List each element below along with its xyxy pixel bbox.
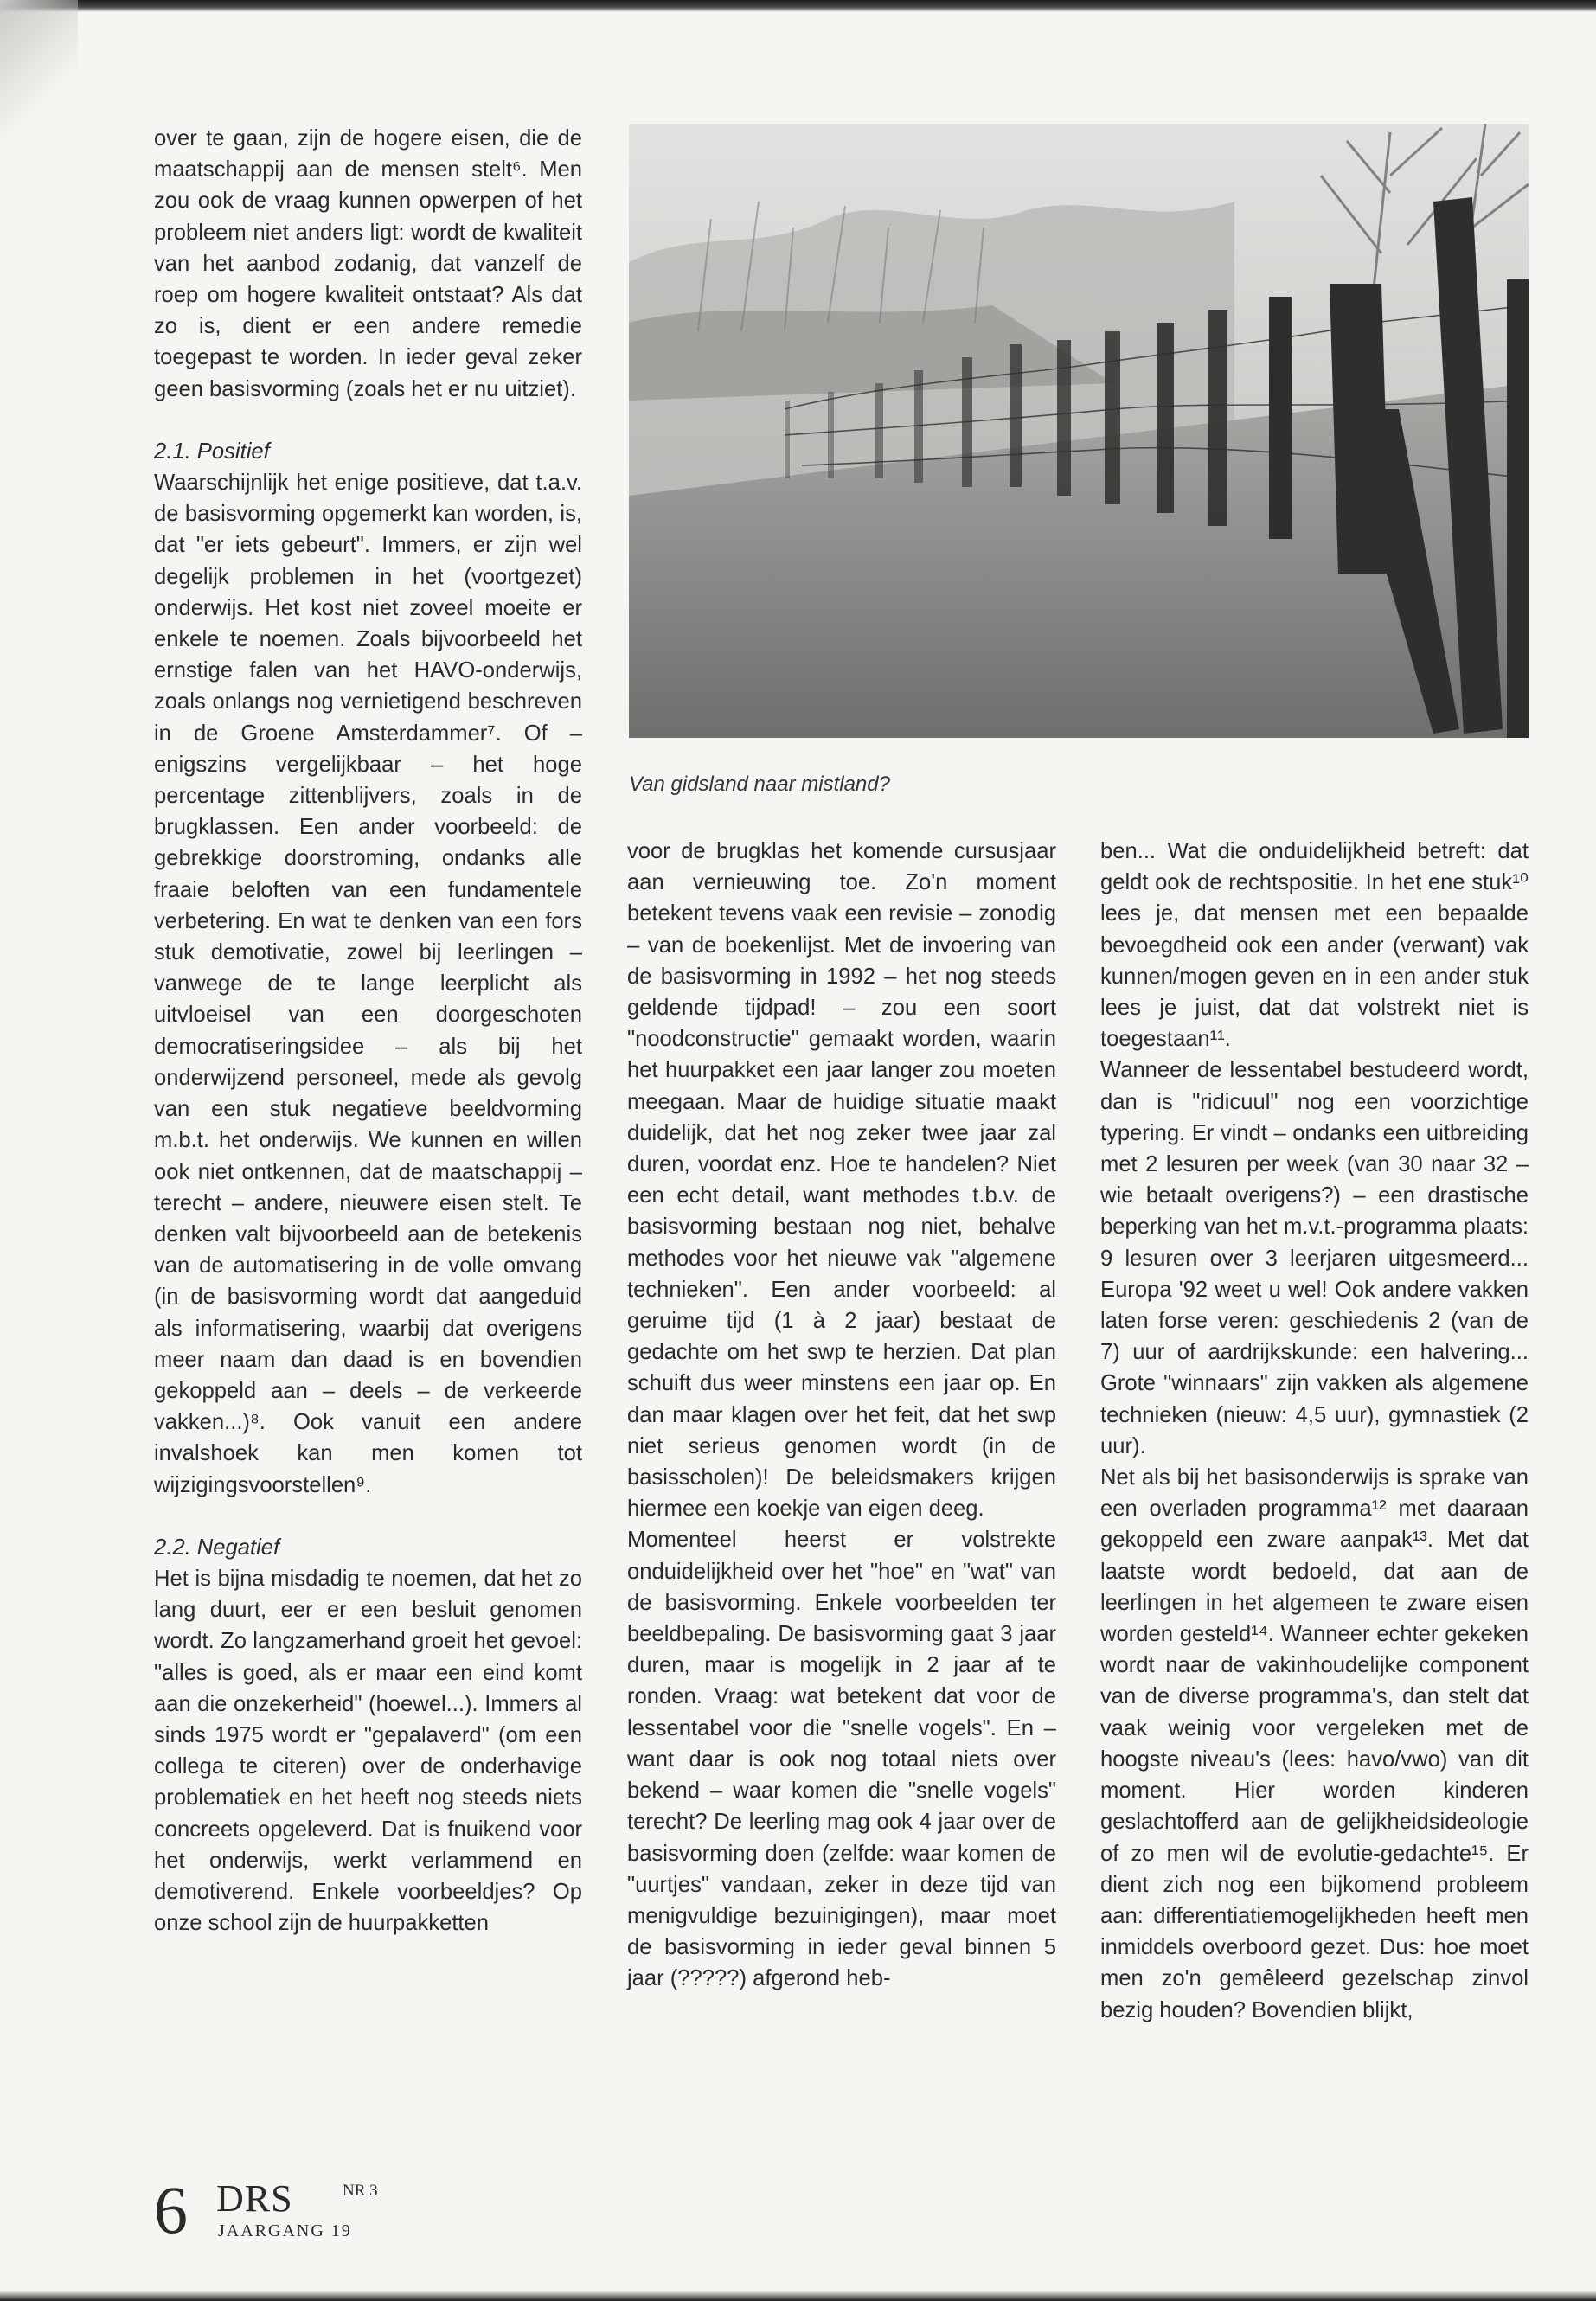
- text-column-2: [627, 836, 1056, 1995]
- scan-border-top: [0, 0, 1596, 12]
- paragraph: Net als bij het basisonderwijs is sprake van een overladen programma¹² met daaraan gekoppeld een zware aanpak¹³. Met dat laatste wordt bedoeld, dat aan de leerlingen in het algemeen te zware eisen worden gesteld¹⁴. Wanneer echter gekeken wordt naar de vakinhoudelijke component van de diverse programma's, dan stelt dat vaak weinig voor vergeleken met de hoogste niveau's (lees: havo/vwo) van dit moment. Hier worden kinderen geslachtofferd aan de gelijkheidsideologie of zo men wil de evolutie-gedachte¹⁵. Er dient zich nog een bijkomend probleem aan: differentiatiemogelijkheden heeft men inmiddels overboord gezet. Dus: hoe moet men zo'n gemêleerd gezelschap zinvol bezig houden? Bovendien blijkt,: [1100, 1465, 1529, 2022]
- paragraph: Het is bijna misdadig te noemen, dat het zo lang duurt, eer er een besluit genomen wordt. Zo langzamerhand groeit het gevoel: "alles is goed, als er maar een eind komt aan die onzekerheid" (hoewel...). Immers al sinds 1975 wordt er "gepalaverd" (om een collega te citeren) over de onderhavige problematiek en het heeft nog steeds niets concreets opgeleverd. Dat is fnuikend voor het onderwijs, werkt verlammend en demotiverend. Enkele voorbeeldjes? Op onze school zijn de huurpakketten: [154, 1566, 582, 1936]
- scan-corner-shadow: [0, 0, 78, 138]
- paragraph: Wanneer de lessentabel bestudeerd wordt, dan is "ridicuul" nog een voorzichtige typering. Er vindt – ondanks een uitbreiding met 2 lesuren per week (van 30 naar 32 – wie betaalt overigens?) – een drastische beperking van het m.v.t.-programma plaats: 9 lesuren over 3 leerjaren uitgesmeerd... Europa '92 weet u wel! Ook andere vakken laten forse veren: geschiedenis 2 (van de 7) uur of aardrijkskunde: een halvering... Grote "winnaars" zijn vakken als algemene technieken (nieuw: 4,5 uur), gymnastiek (2 uur).: [1100, 1058, 1529, 1458]
- section-heading-negatief: 2.2. Negatief: [154, 1535, 280, 1560]
- text-column-1: [154, 123, 582, 1939]
- fence-in-fog-photo: [629, 124, 1529, 738]
- issue-number: NR 3: [343, 2182, 378, 2200]
- text-column-3: [1100, 836, 1529, 2026]
- volume-label: JAARGANG 19: [218, 2221, 352, 2240]
- page-number: 6: [154, 2172, 188, 2247]
- photo-caption: Van gidsland naar mistland?: [629, 772, 890, 796]
- paragraph: over te gaan, zijn de hogere eisen, die de maatschappij aan de mensen stelt⁶. Men zou ook de vraag kunnen opwerpen of het probleem niet anders ligt: wordt de kwaliteit van het aanbod zodanig, dat vanzelf de roep om hogere kwaliteit ontstaat? Als dat zo is, dient er een andere remedie toegepast te worden. In ieder geval zeker geen basisvorming (zoals het er nu uitziet).: [154, 126, 582, 401]
- paragraph: Waarschijnlijk het enige positieve, dat t.a.v. de basisvorming opgemerkt kan worden, is, dat "er iets gebeurt". Immers, er zijn wel degelijk problemen in het (voortgezet) onderwijs. Het kost niet zoveel moeite er enkele te noemen. Zoals bijvoorbeeld het ernstige falen van het HAVO-onderwijs, zoals onlangs nog vernietigend beschreven in de Groene Amsterdammer⁷. Of – enigszins vergelijkbaar – het hoge percentage zittenblijvers, zoals in de brugklassen. Een ander voorbeeld: de gebrekkige doorstroming, ondanks alle fraaie beloften van een fundamentele verbetering. En wat te denken van een fors stuk demotivatie, zowel bij leerlingen – vanwege de te lange leerplicht als uitvloeisel van een doorgeschoten democratiseringsidee – als bij het onderwijzend personeel, mede als gevolg van een stuk negatieve beeldvorming m.b.t. het onderwijs. We kunnen en willen ook niet ontkennen, dat de maatschappij – terecht – andere, nieuwere eisen stelt. Te denken valt bijvoorbeeld aan de betekenis van de automatisering in de volle omvang (in de basisvorming wordt dat aangeduid als informatisering, waarbij dat overigens meer naam dan daad is en bovendien gekoppeld aan – deels – de verkeerde vakken...)⁸. Ook vanuit een andere invalshoek kan men komen tot wijzigingsvoorstellen⁹.: [154, 471, 582, 1497]
- paragraph: Momenteel heerst er volstrekte onduidelijkheid over het "hoe" en "wat" van de basisvorming. Enkele voorbeelden ter beeldbepaling. De basisvorming gaat 3 jaar duren, maar is mogelijk in 2 jaar af te ronden. Vraag: wat betekent dat voor de lessentabel voor die "snelle vogels". En – want daar is ook nog totaal niets over bekend – waar komen die "snelle vogels" terecht? De leerling mag ook 4 jaar over de basisvorming doen (zelfde: waar komen de "uurtjes" vandaan, zeker in deze tijd van menigvuldige bezuinigingen), maar moet de basisvorming in ieder geval binnen 5 jaar (?????) afgerond heb-: [627, 1528, 1056, 1991]
- magazine-name: DRS: [216, 2177, 293, 2220]
- paragraph: ben... Wat die onduidelijkheid betreft: dat geldt ook de rechtspositie. In het ene stuk¹⁰ lees je, dat mensen met een bepaalde bevoegdheid ook een ander (verwant) vak kunnen/mogen geven en in een ander stuk lees je juist, dat dat volstrekt niet is toegestaan¹¹.: [1100, 839, 1529, 1052]
- paragraph: voor de brugklas het komende cursusjaar aan vernieuwing toe. Zo'n moment betekent tevens vaak een revisie – zonodig – van de boekenlijst. Met de invoering van de basisvorming in 1992 – het nog steeds geldende tijdpad! – zou een soort "noodconstructie" gemaakt worden, waarin het huurpakket een jaar langer zou moeten meegaan. Maar de huidige situatie maakt duidelijk, dat het nog zeker twee jaar zal duren, voordat enz. Hoe te handelen? Niet een echt detail, want methodes t.b.v. de basisvorming bestaan nog niet, behalve methodes voor het nieuwe vak "algemene technieken". Een ander voorbeeld: al geruime tijd (1 à 2 jaar) bestaat de gedachte om het swp te herzien. Dat plan schuift dus weer minstens een jaar op. En dan maar klagen over het feit, dat het swp niet serieus genomen wordt (in de basisscholen)! De beleidsmakers krijgen hiermee een koekje van eigen deeg.: [627, 839, 1056, 1522]
- section-heading-positief: 2.1. Positief: [154, 439, 270, 464]
- scan-border-bottom: [0, 2291, 1596, 2301]
